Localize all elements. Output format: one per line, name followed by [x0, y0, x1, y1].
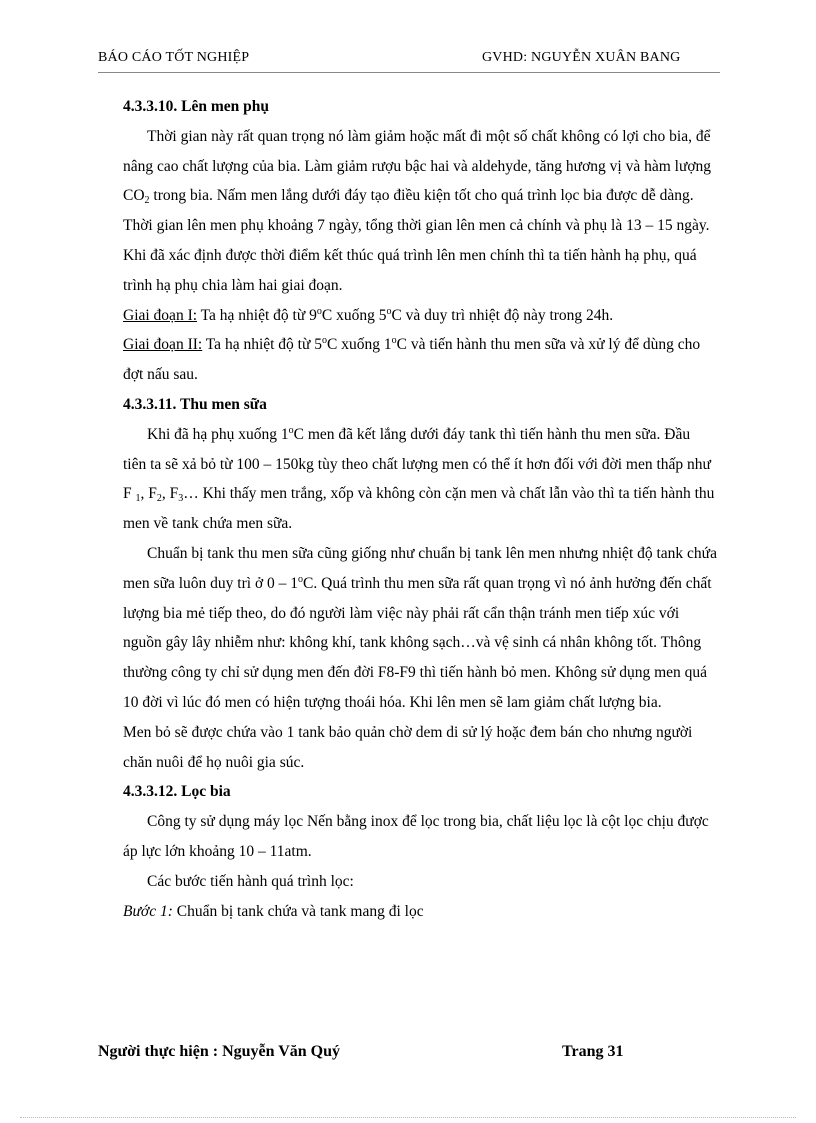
section-heading: 4.3.3.11. Thu men sữa [123, 395, 267, 413]
paragraph-step-1: Bước 1: Chuẩn bị tank chứa và tank mang đi lọc [123, 902, 424, 920]
paragraph-stage-1: Giai đoạn I: Ta hạ nhiệt độ từ 9$^o$C xuống 5$^o$C và duy trì nhiệt độ này trong 24h. [123, 305, 614, 324]
paragraph: Khi đã hạ phụ xuống 1$^o$C men đã kết lắng dưới đáy tank thì tiến hành thu men sữa. Đầu tiên ta sẽ xả bỏ từ 100 – 150kg tùy theo chất lượng men có thể ít hơn đối với đời men thấp như F $_1$, $F_2$, $F_3\dots$ Khi thấy men trắng, xốp và không còn cặn men và chất lẫn vào thì ta tiến hành thu men về tank chứa men sữa. [123, 424, 715, 533]
paragraph: Thời gian này rất quan trọng nó làm giảm hoặc mất đi một số chất không có lợi cho bia, để nâng cao chất lượng của bia. Làm giảm rượu bậc hai và aldehyde, tăng hương vị và hàm lượng $CO_2$ trong bia. Nấm men lắng dưới đáy tạo điều kiện tốt cho quá trình lọc bia được dễ dàng. [123, 127, 712, 207]
paragraph-stage-2: Giai đoạn II: Ta hạ nhiệt độ từ 5$^o$C xuống 1$^o$C và tiến hành thu men sữa và xử lý để dùng cho đợt nấu sau. [123, 335, 701, 384]
paragraph: Chuẩn bị tank thu men sữa cũng giống như chuẩn bị tank lên men nhưng nhiệt độ tank chứa men sữa luôn duy trì ở 0 – 1$^o$C. Quá trình thu men sữa rất quan trọng vì nó ảnh hưởng đến chất lượng bia mẻ tiếp theo, do đó người làm việc này phải rất cẩn thận tránh men tiếp xúc với nguồn gây lây nhiễm như: không khí, tank không sạch…và vệ sinh cá nhân không tốt. Thông thường công ty chỉ sử dụng men đến đời F8-F9 thì tiến hành bỏ men. Không sử dụng men quá 10 đời vì lúc đó men có hiện tượng thoái hóa. Khi lên men sẽ lam giảm chất lượng bia. [123, 544, 717, 711]
header-divider [98, 72, 720, 73]
header-advisor: GVHD: NGUYỄN XUÂN BANG [482, 50, 681, 65]
section-heading: 4.3.3.12. Lọc bia [123, 783, 231, 801]
page-body [123, 92, 717, 926]
footer-author: Người thực hiện : Nguyễn Văn Quý [98, 1043, 341, 1060]
paragraph: Thời gian lên men phụ khoảng 7 ngày, tổng thời gian lên men cả chính và phụ là 13 – 15 ngày. Khi đã xác định được thời điểm kết thúc quá trình lên men chính thì ta tiến hành hạ phụ, quá trình hạ phụ chia làm hai giai đoạn. [123, 217, 710, 294]
paragraph: Các bước tiến hành quá trình lọc: [147, 872, 354, 890]
page-bottom-divider [20, 1117, 796, 1118]
footer-page-number: Trang 31 [562, 1043, 624, 1060]
section-heading: 4.3.3.10. Lên men phụ [123, 98, 269, 115]
header-title: BÁO CÁO TỐT NGHIỆP [98, 50, 250, 65]
paragraph: Công ty sử dụng máy lọc Nến bằng inox để lọc trong bia, chất liệu lọc là cột lọc chịu được áp lực lớn khoảng 10 – 11atm. [123, 813, 709, 860]
paragraph: Men bỏ sẽ được chứa vào 1 tank bảo quản chờ dem di sử lý hoặc đem bán cho nhưng người chăn nuôi để họ nuôi gia súc. [123, 723, 693, 771]
